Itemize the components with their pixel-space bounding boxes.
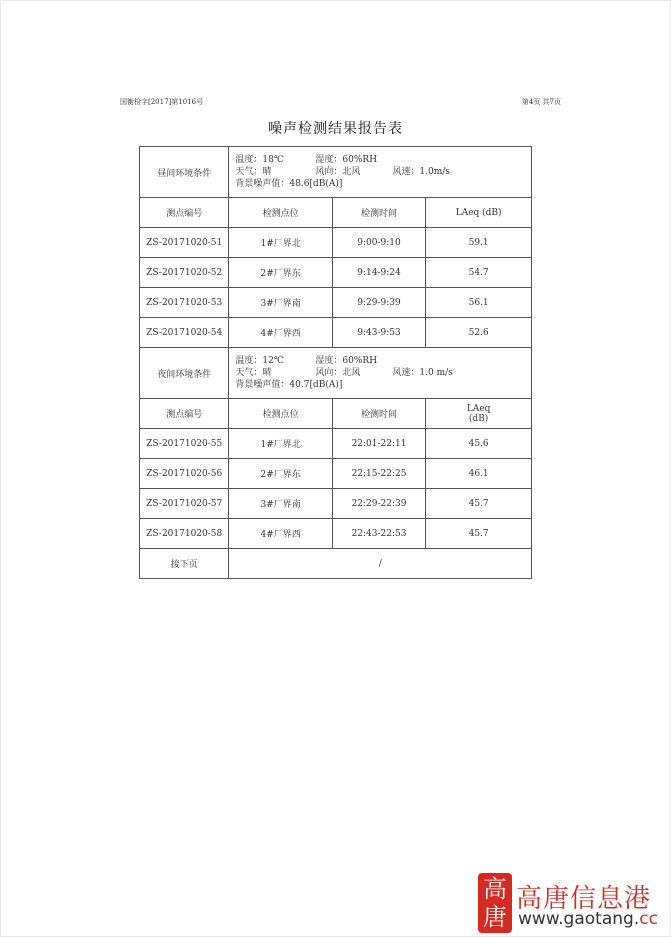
point-id: ZS-20171020-58 <box>140 519 229 549</box>
day-background-noise: 背景噪声值：48.6[dB(A)] <box>235 179 343 189</box>
night-wind-direction: 风向：北风 <box>315 368 361 378</box>
location: 4#厂界西 <box>229 519 332 549</box>
night-header-row <box>140 399 532 429</box>
location: 3#厂界南 <box>229 288 332 318</box>
night-weather: 天气：晴 <box>235 368 272 378</box>
location: 2#厂界东 <box>229 459 332 489</box>
col-laeq-unit: (dB) <box>468 413 489 424</box>
day-conditions-label: 昼间环境条件 <box>140 147 229 198</box>
day-wind-direction: 风向：北风 <box>315 167 361 177</box>
continued-row <box>140 549 532 579</box>
point-id: ZS-20171020-52 <box>140 258 229 288</box>
col-laeq-name: LAeq <box>466 403 491 414</box>
col-time: 检测时间 <box>332 399 425 429</box>
point-id: ZS-20171020-54 <box>140 318 229 348</box>
table-row <box>140 258 532 288</box>
col-point-id: 测点编号 <box>140 198 229 228</box>
laeq: 52.6 <box>426 318 532 348</box>
location: 4#厂界西 <box>229 318 332 348</box>
laeq: 45.7 <box>426 519 532 549</box>
laeq: 45.6 <box>426 429 532 459</box>
location: 1#厂界北 <box>229 228 332 258</box>
night-wind-speed: 风速：1.0 m/s <box>392 368 453 378</box>
day-conditions-row <box>140 147 532 198</box>
col-location: 检测点位 <box>229 198 332 228</box>
night-humidity: 湿度：60%RH <box>315 356 378 366</box>
day-humidity: 湿度：60%RH <box>315 155 378 165</box>
time: 22:15-22:25 <box>332 459 425 489</box>
laeq: 59.1 <box>426 228 532 258</box>
continued-label: 接下页 <box>140 549 229 579</box>
watermark-logo-box: 高唐 <box>478 873 512 933</box>
watermark-url-main: www.gaotang. <box>518 909 640 929</box>
day-header-row <box>140 198 532 228</box>
time: 9:14-9:24 <box>332 258 425 288</box>
table-row <box>140 519 532 549</box>
watermark-url-tld: cc <box>639 909 658 929</box>
noise-report-table <box>139 146 532 579</box>
col-laeq: LAeq (dB) <box>426 198 532 228</box>
point-id: ZS-20171020-56 <box>140 459 229 489</box>
time: 22:29-22:39 <box>332 489 425 519</box>
day-conditions-info <box>229 147 532 198</box>
time: 22:01-22:11 <box>332 429 425 459</box>
table-row <box>140 429 532 459</box>
continued-value: / <box>229 549 532 579</box>
day-temperature: 温度：18℃ <box>235 155 284 165</box>
laeq: 56.1 <box>426 288 532 318</box>
time: 22:43-22:53 <box>332 519 425 549</box>
table-row <box>140 459 532 489</box>
watermark-site-name: 高唐信息港 <box>516 884 652 914</box>
report-number: 国衡检字[2017]第1016号 <box>120 98 204 106</box>
laeq: 46.1 <box>426 459 532 489</box>
laeq: 45.7 <box>426 489 532 519</box>
day-weather: 天气：晴 <box>235 167 272 177</box>
table-row <box>140 489 532 519</box>
location: 1#厂界北 <box>229 429 332 459</box>
night-conditions-row <box>140 348 532 399</box>
night-conditions-label: 夜间环境条件 <box>140 348 229 399</box>
time: 9:00-9:10 <box>332 228 425 258</box>
night-temperature: 温度：12℃ <box>235 356 284 366</box>
night-conditions-info <box>229 348 532 399</box>
table-row <box>140 228 532 258</box>
point-id: ZS-20171020-57 <box>140 489 229 519</box>
location: 2#厂界东 <box>229 258 332 288</box>
point-id: ZS-20171020-55 <box>140 429 229 459</box>
page-indicator: 第4页 共7页 <box>521 98 561 106</box>
point-id: ZS-20171020-53 <box>140 288 229 318</box>
night-background-noise: 背景噪声值：40.7[dB(A)] <box>235 380 343 390</box>
col-location: 检测点位 <box>229 399 332 429</box>
col-point-id: 测点编号 <box>140 399 229 429</box>
col-laeq <box>426 399 532 429</box>
col-time: 检测时间 <box>332 198 425 228</box>
day-wind-speed: 风速：1.0m/s <box>392 167 450 177</box>
laeq: 54.7 <box>426 258 532 288</box>
time: 9:43-9:53 <box>332 318 425 348</box>
point-id: ZS-20171020-51 <box>140 228 229 258</box>
page-title: 噪声检测结果报告表 <box>268 121 403 137</box>
watermark-url <box>518 909 658 929</box>
time: 9:29-9:39 <box>332 288 425 318</box>
table-row <box>140 288 532 318</box>
table-row <box>140 318 532 348</box>
location: 3#厂界南 <box>229 489 332 519</box>
